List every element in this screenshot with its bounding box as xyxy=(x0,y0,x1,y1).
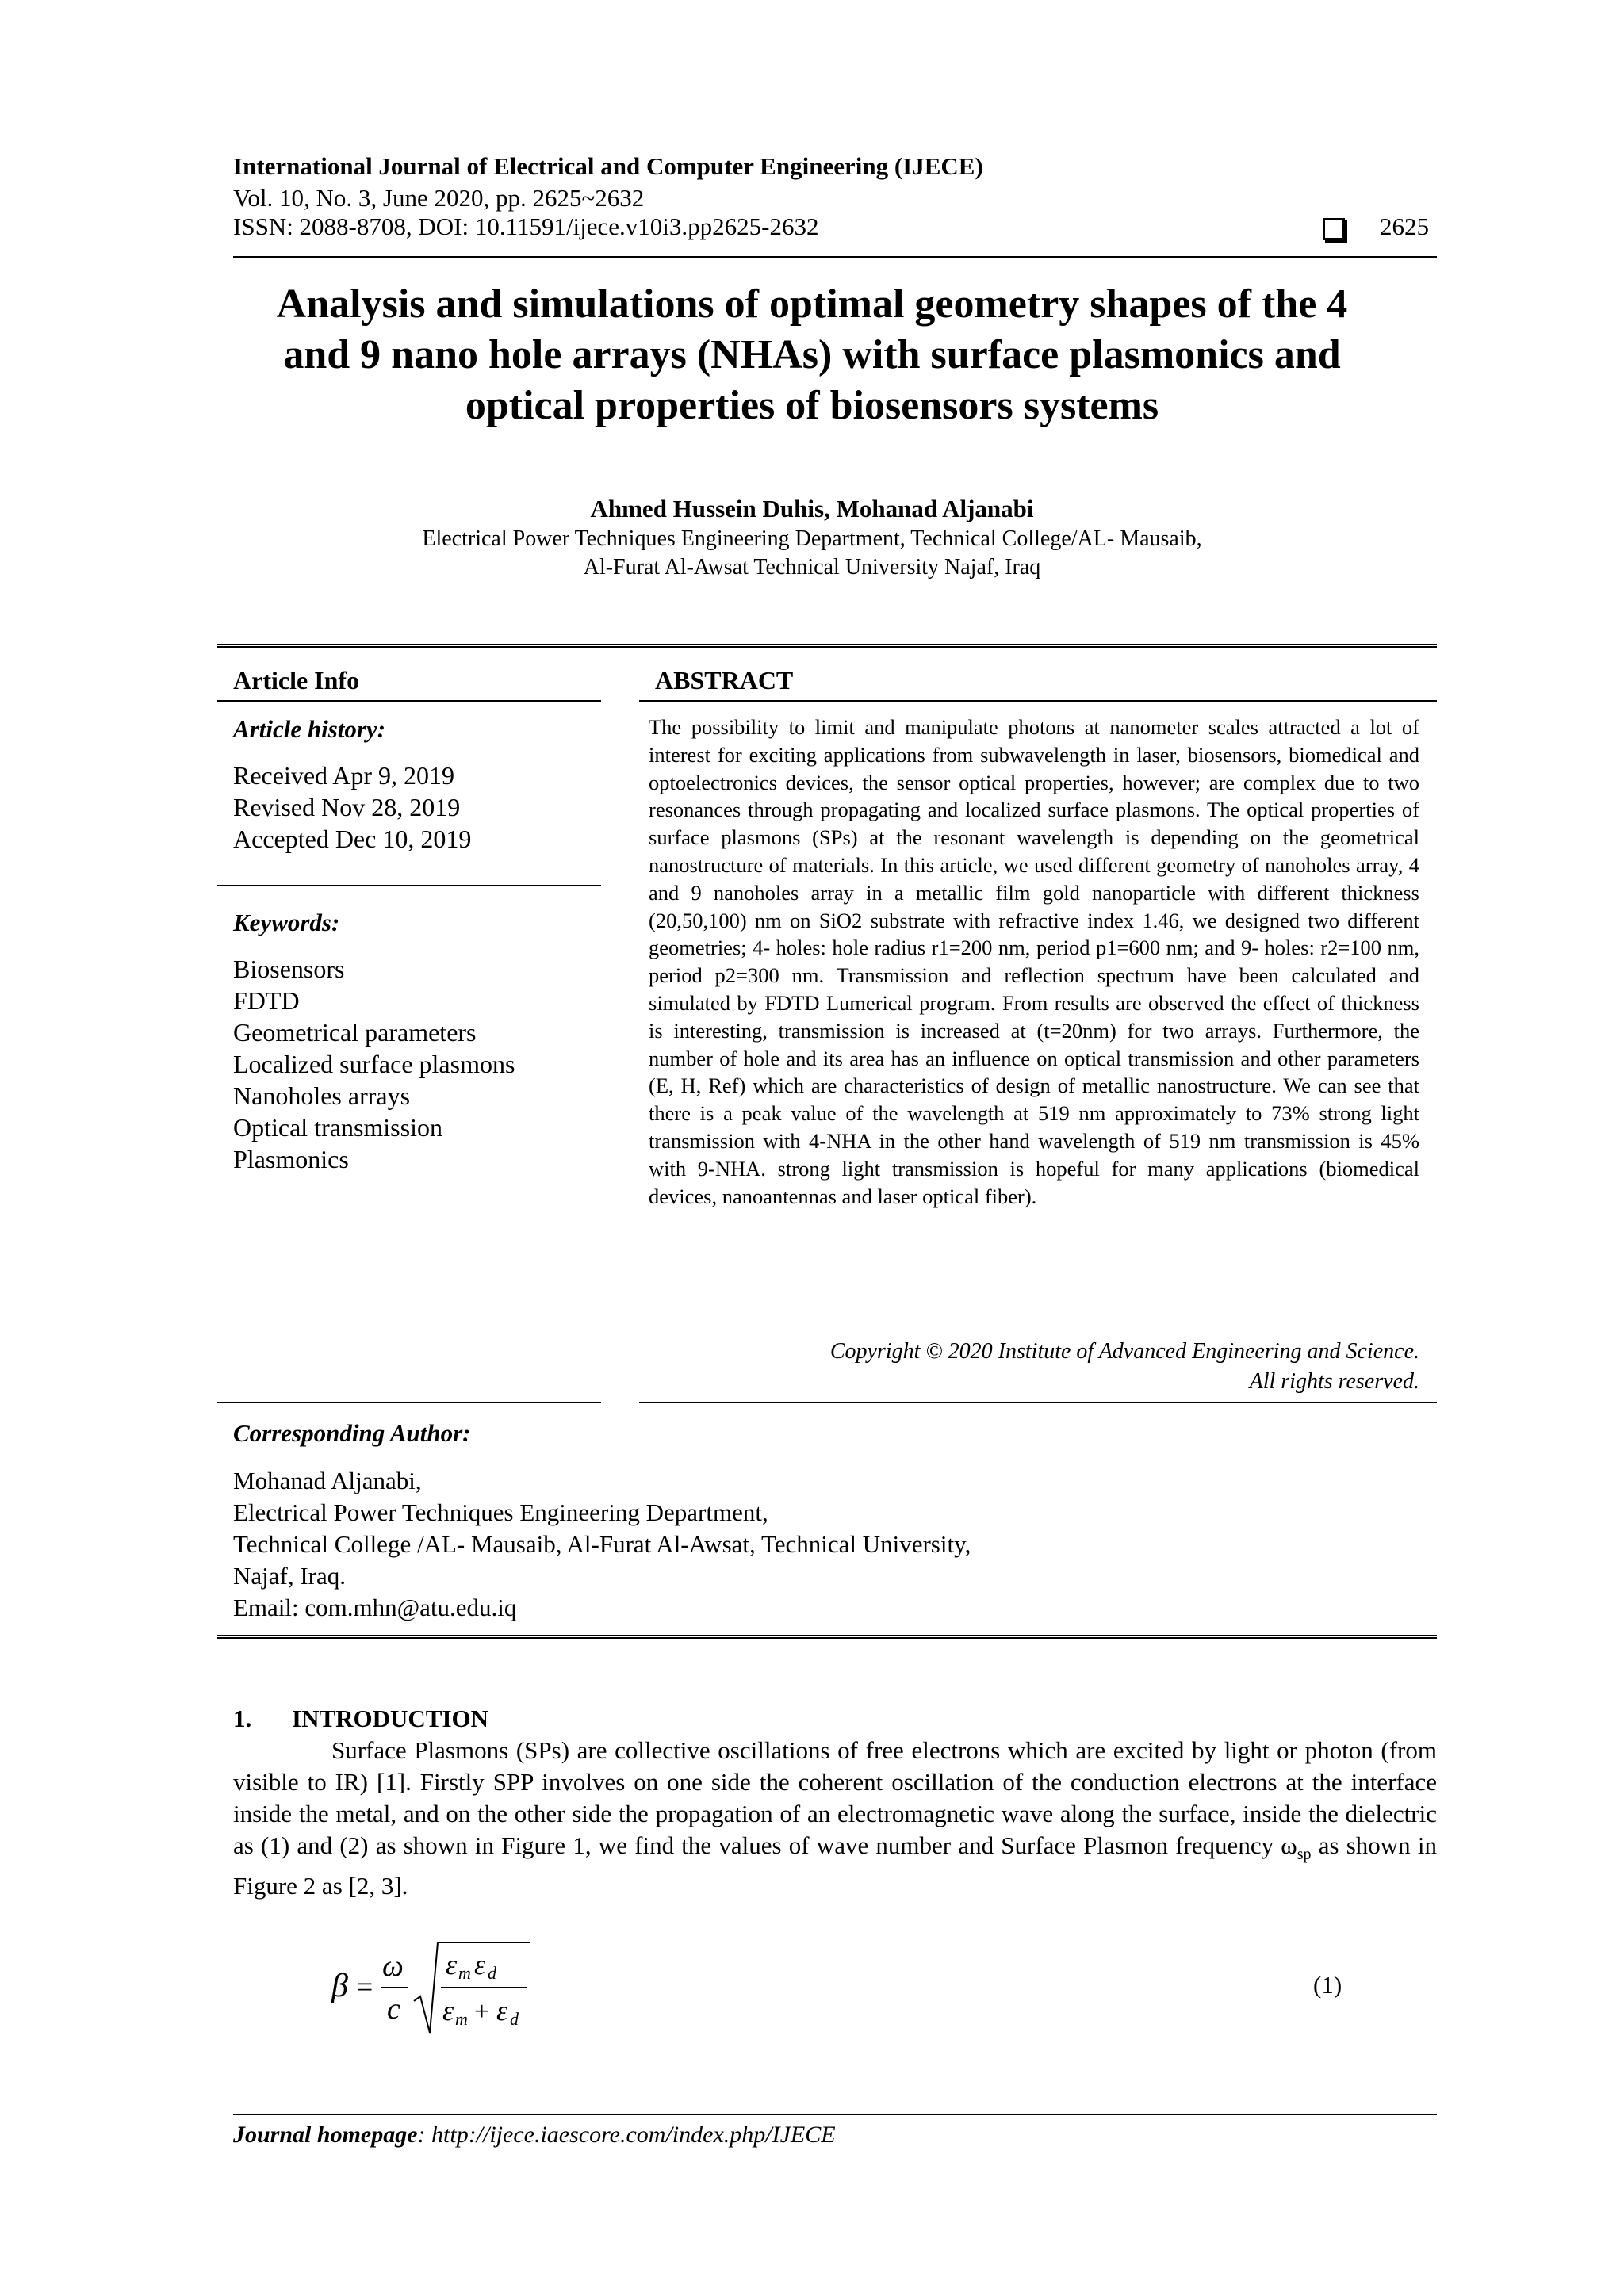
equation-number: (1) xyxy=(1313,1971,1342,1999)
authors: Ahmed Hussein Duhis, Mohanad Aljanabi xyxy=(590,495,1034,522)
eq-eps-m-num: ε xyxy=(446,1949,458,1980)
title-line: optical properties of biosensors systems xyxy=(465,383,1159,428)
copyright-line: All rights reserved. xyxy=(1249,1369,1419,1394)
eq-sub-m-num: m xyxy=(458,1963,471,1983)
section-heading xyxy=(233,1705,488,1733)
corresponding-line: Mohanad Aljanabi, xyxy=(233,1467,422,1494)
intro-text-end: as shown in Figure 2 as [2, 3]. xyxy=(233,1831,1437,1900)
eq-eps-d-num: ε xyxy=(474,1949,486,1980)
corresponding-line: Email: com.mhn@atu.edu.iq xyxy=(233,1594,517,1621)
keywords-rule xyxy=(217,885,601,886)
eq-plus: + xyxy=(474,1997,490,2026)
info-block-top-rule xyxy=(217,644,1437,648)
abstract-body xyxy=(649,714,1419,1210)
info-bottom-rule-right xyxy=(639,1402,1437,1403)
article-info-heading: Article Info xyxy=(233,666,360,695)
keyword-item: Geometrical parameters xyxy=(233,1018,477,1047)
abstract-text: The possibility to limit and manipulate photons at nanometer scales attracted a lot of interest for exciting applications from subwavelength in laser, biosensors, biomedical and optoelectronics devices, the sensor optical properties, however; are complex due to two resonances through propagating and localized surface plasmons. The optical properties of surface plasmons (SPs) at the resonant wavelength is depending on the geometrical nanostructure of materials. In this article, we used different geometry of nanoholes array, 4 and 9 nanoholes array in a metallic film gold nanoparticle with different thickness (20,50,100) nm on SiO2 substrate with refractive index 1.46, we designed two different geometries; 4- holes: hole radius r1=200 nm, period p1=600 nm; and 9- holes: r2=100 nm, period p2=300 nm. Transmission and reflection spectrum have been calculated and simulated by FDTD Lumerical program. From results are observed the effect of thickness is interesting, transmission is increased at (t=20nm) for two arrays. Furthermore, the number of hole and its area has an influence on optical transmission and other parameters (E, H, Ref) which are characteristics of design of metallic nanostructure. We can see that there is a peak value of the wavelength at 519 nm approximately to 73% strong light transmission with 4-NHA in the other hand wavelength of 519 nm transmission is 45% with 9-NHA. strong light transmission is hopeful for many applications (biomedical devices, nanoantennas and laser optical fiber). xyxy=(649,715,1419,1208)
eq-eps-d-den: ε xyxy=(496,1995,508,2026)
corresponding-author-details xyxy=(233,1465,971,1624)
eq-omega: ω xyxy=(382,1950,404,1983)
corresponding-line: Technical College /AL- Mausaib, Al-Furat Al-Awsat, Technical University, xyxy=(233,1530,971,1558)
affiliation-line: Electrical Power Techniques Engineering Department, Technical College/AL- Mausaib, xyxy=(422,526,1202,551)
info-block-bottom-rule xyxy=(217,1635,1437,1639)
keywords-heading: Keywords: xyxy=(233,909,340,936)
equation-1 xyxy=(325,1934,579,2038)
journal-homepage-url[interactable]: : http://ijece.iaescore.com/index.php/IJECE xyxy=(417,2122,836,2148)
eq-beta: β xyxy=(331,1968,348,2004)
eq-eps-m-den: ε xyxy=(442,1995,454,2026)
info-bottom-rule-left xyxy=(217,1402,601,1403)
journal-homepage xyxy=(233,2122,836,2149)
title-line: and 9 nano hole arrays (NHAs) with surface plasmonics and xyxy=(283,332,1341,377)
footer-rule xyxy=(233,2114,1437,2115)
article-info-rule xyxy=(217,700,601,702)
article-history-heading: Article history: xyxy=(233,715,386,743)
corresponding-author-heading: Corresponding Author: xyxy=(233,1419,471,1447)
abstract-rule xyxy=(639,700,1437,702)
keyword-item: FDTD xyxy=(233,986,300,1015)
journal-homepage-label: Journal homepage xyxy=(233,2122,418,2148)
keyword-item: Nanoholes arrays xyxy=(233,1081,411,1110)
title-line: Analysis and simulations of optimal geometry shapes of the 4 xyxy=(276,281,1348,327)
keywords-list xyxy=(233,953,515,1175)
history-revised: Revised Nov 28, 2019 xyxy=(233,793,461,821)
square-bullet-icon xyxy=(1323,218,1345,240)
copyright-notice xyxy=(649,1337,1419,1397)
journal-issn-doi: ISSN: 2088-8708, DOI: 10.11591/ijece.v10i3.pp2625-2632 xyxy=(233,212,819,240)
eq-sub-d-num: d xyxy=(488,1963,496,1983)
intro-text: Surface Plasmons (SPs) are collective oscillations of free electrons which are excited by light or photon (from visible to IR) [1]. Firstly SPP involves on one side the coherent oscillation of the conduction electrons at the interface inside the metal, and on the other side the propagation of an electromagnetic wave along the surface, inside the dielectric as (1) and (2) as shown in Figure 1, we find the values of wave number and Surface Plasmon frequency ω xyxy=(233,1736,1437,1859)
article-history xyxy=(233,760,471,855)
section-number: 1. xyxy=(233,1705,252,1732)
history-accepted: Accepted Dec 10, 2019 xyxy=(233,825,472,853)
keyword-item: Optical transmission xyxy=(233,1113,442,1142)
keyword-item: Localized surface plasmons xyxy=(233,1050,515,1078)
header-rule xyxy=(233,256,1437,258)
journal-volume: Vol. 10, No. 3, June 2020, pp. 2625~2632 xyxy=(233,184,645,212)
corresponding-line: Electrical Power Techniques Engineering Department, xyxy=(233,1498,768,1526)
journal-name: International Journal of Electrical and Computer Engineering (IJECE) xyxy=(233,152,983,180)
history-received: Received Apr 9, 2019 xyxy=(233,761,455,790)
keyword-item: Biosensors xyxy=(233,955,345,983)
copyright-line: Copyright © 2020 Institute of Advanced Engineering and Science. xyxy=(829,1339,1419,1364)
keyword-item: Plasmonics xyxy=(233,1145,349,1173)
eq-sub-m-den: m xyxy=(455,2009,468,2029)
eq-c: c xyxy=(387,1992,400,2026)
eq-equals: = xyxy=(357,1971,373,2003)
omega-subscript: sp xyxy=(1297,1846,1312,1864)
introduction-paragraph xyxy=(233,1735,1437,1902)
abstract-heading: ABSTRACT xyxy=(655,666,794,695)
corresponding-line: Najaf, Iraq. xyxy=(233,1562,346,1590)
eq-sub-d-den: d xyxy=(510,2009,519,2029)
page-number: 2625 xyxy=(1380,212,1429,240)
affiliation-line: Al-Furat Al-Awsat Technical University Najaf, Iraq xyxy=(583,555,1041,580)
section-title: INTRODUCTION xyxy=(292,1705,489,1732)
paper-title xyxy=(174,279,1450,431)
